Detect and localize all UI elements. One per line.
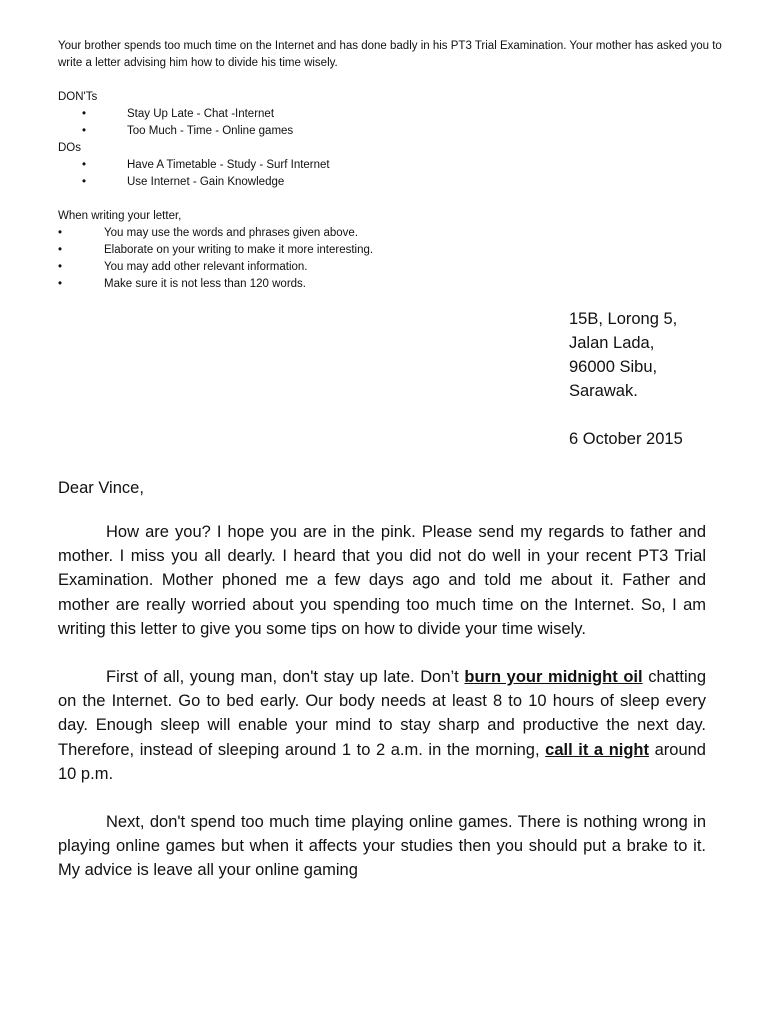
address-line: 96000 Sibu, (569, 358, 658, 376)
dos-list (58, 157, 728, 191)
letter-body (58, 520, 706, 907)
bullet-icon: • (58, 278, 63, 290)
donts-heading: DON'Ts (58, 91, 98, 103)
sender-address (569, 307, 683, 451)
address-line: Sarawak. (569, 382, 638, 400)
bullet-icon: • (58, 261, 63, 273)
paragraph-2 (58, 665, 706, 786)
paragraph-2-text-a: First of all, young man, don't stay up late. Don’t (106, 668, 465, 687)
donts-list (58, 106, 728, 140)
paragraph-1: How are you? I hope you are in the pink. Please send my regards to father and mother. I miss you all dearly. I heard that you did not do well in your recent PT3 Trial Examination. Mother phoned me a few days ago and told me about it. Father and mother are really worried about you spending too much time on the Internet. So, I am writing this letter to give you some tips on how to divide your time wisely. (58, 523, 706, 638)
address-line: Jalan Lada, (569, 334, 655, 352)
letter-date: 6 October 2015 (569, 430, 683, 448)
list-item (58, 276, 728, 293)
writing-tips-list (58, 225, 728, 293)
list-item (58, 225, 728, 242)
dont-item-text: Too Much - Time - Online games (127, 125, 294, 137)
dont-item-text: Stay Up Late - Chat -Internet (127, 108, 275, 120)
tip-text: You may add other relevant information. (104, 261, 308, 273)
highlighted-phrase: burn your midnight oil (464, 668, 643, 687)
highlighted-phrase: call it a night (545, 740, 650, 759)
list-item (58, 259, 728, 276)
list-item (58, 123, 728, 140)
bullet-icon: • (82, 108, 87, 120)
bullet-icon: • (82, 159, 87, 171)
paragraph-2-text-b: chatting on the Internet. Go to bed early. Our body needs at least 8 to 10 hours of sleep every day. Enough sleep will enable your mind to stay sharp and productive the next day. Therefore, instead of sleeping around 1 to 2 a.m. in the morning, (58, 668, 706, 759)
dos-heading: DOs (58, 142, 81, 154)
writing-heading: When writing your letter, (58, 210, 182, 222)
task-statement: Your brother spends too much time on the Internet and has done badly in his PT3 Trial Examination. Your mother has asked you to write a letter advising him how to divide his time wisely. (58, 40, 722, 69)
bullet-icon: • (58, 227, 63, 239)
bullet-icon: • (82, 125, 87, 137)
instructions-block (58, 38, 728, 293)
paragraph-3: Next, don't spend too much time playing online games. There is nothing wrong in playing online games but when it affects your studies then you should put a brake to it. My advice is leave all your online gaming (58, 813, 706, 880)
list-item (58, 174, 728, 191)
paragraph-2-text-c: around 10 p.m. (58, 740, 706, 783)
list-item (58, 106, 728, 123)
tip-text: Make sure it is not less than 120 words. (104, 278, 306, 290)
do-item-text: Use Internet - Gain Knowledge (127, 176, 285, 188)
bullet-icon: • (82, 176, 87, 188)
address-line: 15B, Lorong 5, (569, 310, 678, 328)
spacer (58, 72, 728, 89)
list-item (58, 242, 728, 259)
tip-text: You may use the words and phrases given above. (104, 227, 359, 239)
tip-text: Elaborate on your writing to make it more interesting. (104, 244, 374, 256)
greeting: Dear Vince, (58, 479, 144, 497)
spacer (58, 191, 728, 208)
do-item-text: Have A Timetable - Study - Surf Internet (127, 159, 330, 171)
list-item (58, 157, 728, 174)
bullet-icon: • (58, 244, 63, 256)
